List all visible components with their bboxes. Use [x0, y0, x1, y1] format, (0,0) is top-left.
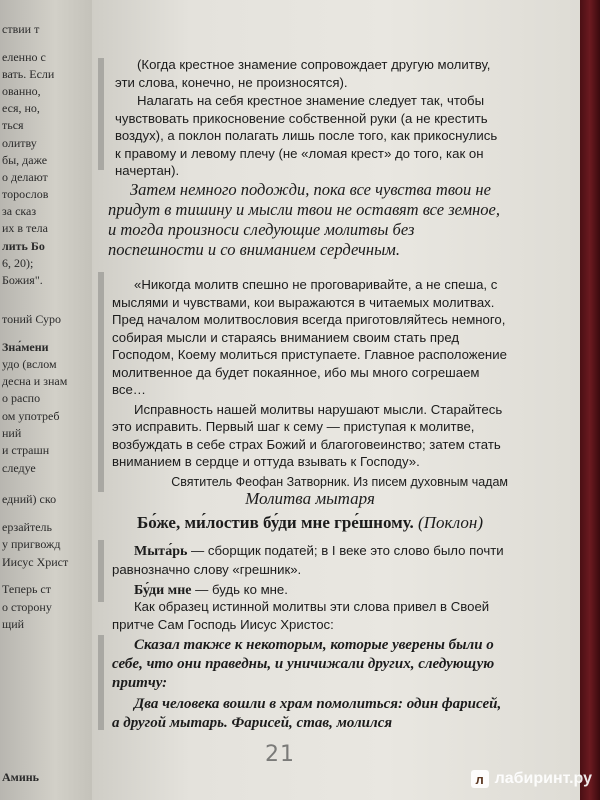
prayer-text: Бо́же, ми́лостив бу́ди мне гре́шному. — [137, 513, 414, 532]
term-budi-mne-definition: — будь ко мне. — [191, 582, 288, 597]
left-page-fragment: о делают — [2, 170, 48, 184]
left-page-fragment: и страшн — [2, 443, 50, 457]
quote-bar-1 — [98, 58, 104, 170]
section-title: Молитва мытаря — [245, 489, 375, 508]
italic-paragraph: Затем немного подожди, пока все чувства твои не придут в тишину и мысли твои не оставят все земное, и тогда произноси следующие молитвы без поспешности и со вниманием сердечным. — [108, 180, 500, 259]
left-page-fragment: ний — [2, 426, 22, 440]
left-page-fragment: их в тела — [2, 221, 48, 235]
quote-bar-2 — [98, 272, 104, 492]
paragraph-note: (Когда крестное знамение сопровождает другую молитву, эти слова, конечно, не произносятся). — [115, 57, 491, 90]
left-page-fragment: еся, но, — [2, 101, 40, 115]
left-page-fragment: еленно с — [2, 50, 46, 64]
left-page-fragment: о сторону — [2, 600, 52, 614]
left-page-fragment: олитву — [2, 136, 37, 150]
term-mytar-definition: — сборщик податей; в I веке это слово было почти равнозначно слову «грешник». — [112, 543, 504, 577]
left-page-fragment: Аминь — [2, 770, 40, 784]
left-page-fragment: ом употреб — [2, 409, 60, 423]
page-number: 21 — [265, 742, 295, 767]
left-page-fragment: у пригвожд — [2, 537, 61, 551]
watermark-text: лабиринт.ру — [494, 770, 592, 787]
definition-bar — [98, 540, 104, 602]
italic-instruction — [108, 180, 508, 260]
prayer-note: (Поклон) — [418, 513, 483, 532]
left-page-fragment: о распо — [2, 391, 41, 405]
left-page-fragment: ерзайтель — [2, 520, 52, 534]
quote-block — [112, 276, 508, 491]
left-page-fragment: следуе — [2, 461, 36, 475]
left-page-fragment: вать. Если — [2, 67, 55, 81]
left-page-fragment: ованно, — [2, 84, 41, 98]
left-page-fragment: десна и знам — [2, 374, 68, 388]
watermark — [471, 770, 592, 788]
left-page-fragment: торослов — [2, 187, 49, 201]
term-budi-mne: Бу́ди мне — [134, 583, 192, 598]
book-cover-edge — [580, 0, 600, 800]
definitions — [112, 542, 508, 600]
paragraph-example: Как образец истинной молитвы эти слова привел в Своей притче Сам Господь Иисус Христос: — [112, 599, 490, 632]
left-page-fragment: удо (вслом — [2, 357, 57, 371]
para-example — [112, 598, 508, 633]
left-page-fragment: щий — [2, 617, 25, 631]
left-page-fragment: Теперь ст — [2, 582, 51, 596]
para-crossing — [115, 92, 505, 180]
left-page-fragment: ствии т — [2, 22, 40, 36]
left-page-fragment: 6, 20); — [2, 256, 34, 270]
gospel-quote — [112, 636, 508, 733]
left-page-fragment: за сказ — [2, 204, 37, 218]
left-page-fragment: лить Бо — [2, 239, 45, 253]
left-page-fragment: тоний Суро — [2, 312, 62, 326]
para-note — [115, 56, 505, 91]
left-page-fragment: бы, даже — [2, 153, 48, 167]
left-page-fragment: Зна́мени — [2, 340, 49, 354]
gospel-paragraph-1: Сказал также к некоторым, которые уверены были о себе, что они праведны, и уничижали других, следующую притчу: — [112, 637, 495, 691]
quote-paragraph-1: «Никогда молитв спешно не проговаривайте, а не спеша, с мыслями и чувствами, кои выражаются в читаемых молитвах. Пред началом молитвословия всегда приготовляйтесь немного, собирая мысли и стараясь вниманием своим стать пред Господом, Коему молиться приступаете. Главное расположение молитвенное да будет покаянное, ибо мы много согрешаем все… — [112, 277, 507, 397]
labirint-logo-icon: л — [471, 770, 489, 788]
section-heading — [112, 490, 508, 508]
left-page-fragment: Божия". — [2, 273, 43, 287]
left-page-fragment: Иисус Христ — [2, 555, 69, 569]
left-page-fragment: едний) ско — [2, 492, 57, 506]
paragraph-crossing: Налагать на себя крестное знамение следует так, чтобы чувствовать прикосновение собственной руки (а не крестить воздух), а поклон полагать лишь после того, как прикоснулись к правому и левому плечу (не «ломая крест» до того, как он начертан). — [115, 93, 498, 178]
left-page-fragment: ться — [2, 118, 24, 132]
prayer-line — [112, 514, 508, 532]
term-mytar: Мыта́рь — [134, 544, 188, 559]
quote-paragraph-2: Исправность нашей молитвы нарушают мысли. Старайтесь это исправить. Первый шаг к сему — приступая к молитве, возбуждать в себе страх Божий и благоговеинство; затем стать вниманием в сердце и оттуда взывать к Господу». — [112, 401, 503, 469]
quote-attribution: Святитель Феофан Затворник. Из писем духовным чадам — [171, 474, 508, 489]
gospel-paragraph-2: Два человека вошли в храм помолиться: один фарисей, а другой мытарь. Фарисей, став, молился — [112, 696, 502, 731]
gospel-bar — [98, 635, 104, 730]
left-page-edge — [0, 0, 92, 800]
